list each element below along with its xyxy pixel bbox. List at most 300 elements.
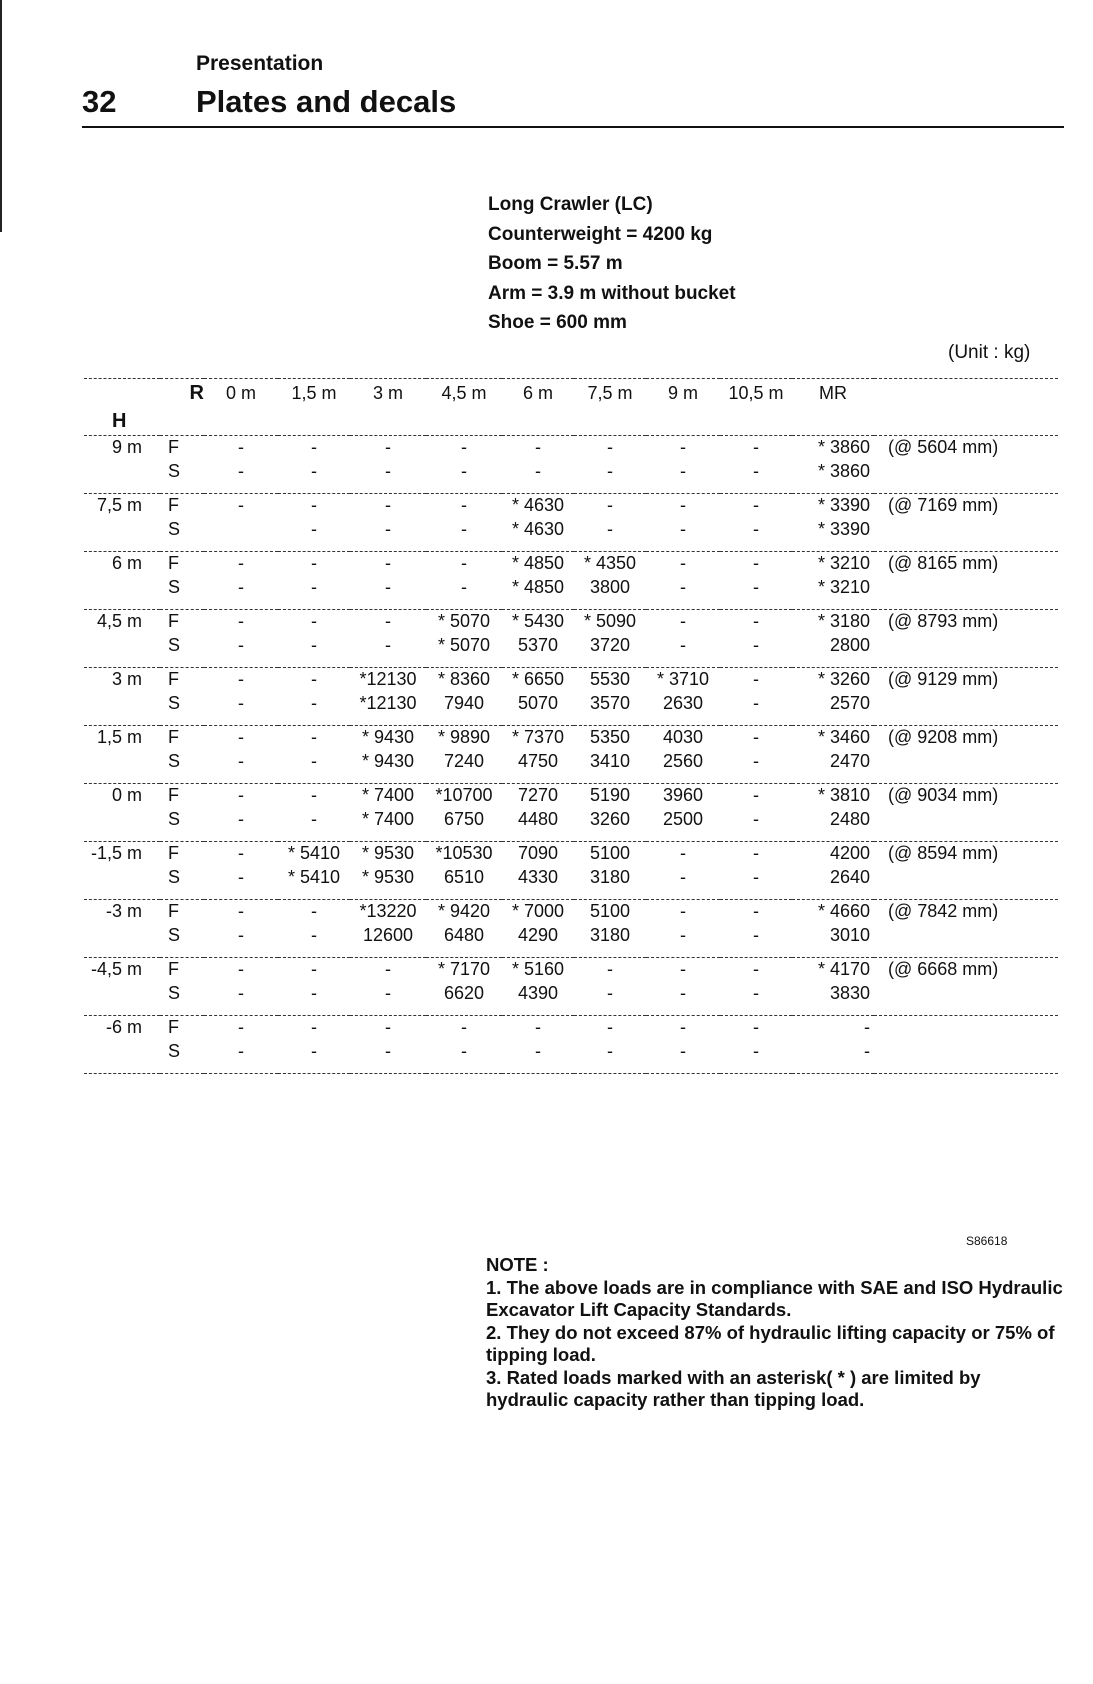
load-cell: - <box>753 634 759 655</box>
load-cell: - <box>350 436 426 460</box>
load-cell: - <box>311 750 317 771</box>
table-row <box>84 576 1058 600</box>
empty-cell <box>874 692 1058 716</box>
load-cell: - <box>720 900 792 924</box>
front-label: F <box>160 726 204 750</box>
load-cell: - <box>426 552 502 576</box>
load-cell: * 5430 <box>502 610 574 634</box>
load-cell: - <box>204 552 278 576</box>
table-row <box>84 958 1058 982</box>
height-spacer <box>84 808 160 832</box>
load-cell: - <box>204 842 278 866</box>
spec-line: Long Crawler (LC) <box>488 194 653 215</box>
row-gap <box>84 1063 1058 1074</box>
height-label: 6 m <box>84 552 160 576</box>
load-cell: 5370 <box>517 634 559 655</box>
margin-rule <box>0 0 2 232</box>
table-row <box>84 982 1058 1006</box>
load-cell: - <box>426 1016 502 1040</box>
load-cell: * 5160 <box>502 958 574 982</box>
load-cell: * 4850 <box>511 576 565 597</box>
load-cell: * 7000 <box>502 900 574 924</box>
load-cell: - <box>720 784 792 808</box>
load-cell: 3720 <box>589 634 631 655</box>
load-cell: - <box>680 924 686 945</box>
height-label: 3 m <box>84 668 160 692</box>
lift-capacity-table <box>84 378 1058 1076</box>
load-cell: - <box>204 726 278 750</box>
load-cell: *12130 <box>359 692 417 713</box>
load-cell: * 3460 <box>792 726 874 750</box>
load-cell: - <box>238 634 244 655</box>
load-cell: - <box>311 1040 317 1061</box>
load-cell: - <box>720 494 792 518</box>
load-cell: - <box>311 518 317 539</box>
table-row <box>84 610 1058 634</box>
load-cell: - <box>461 576 467 597</box>
load-cell: - <box>574 436 646 460</box>
empty-cell <box>874 982 1058 1006</box>
note-item: 1. The above loads are in compliance with SAE and ISO Hydraulic Excavator Lift Capacity Standards. <box>486 1276 1063 1320</box>
load-cell: 3010 <box>829 924 870 945</box>
load-cell: - <box>574 1016 646 1040</box>
load-cell: - <box>646 610 720 634</box>
load-cell: - <box>350 958 426 982</box>
load-cell: 3260 <box>589 808 631 829</box>
empty-cell <box>874 460 1058 484</box>
load-cell: * 3710 <box>646 668 720 692</box>
load-cell: - <box>311 924 317 945</box>
max-reach-radius: (@ 5604 mm) <box>874 436 1058 460</box>
load-cell: * 5070 <box>426 610 502 634</box>
load-cell: - <box>278 552 350 576</box>
load-cell: - <box>680 576 686 597</box>
height-spacer <box>84 692 160 716</box>
load-cell: * 6650 <box>502 668 574 692</box>
side-label: S <box>168 750 181 771</box>
table-row <box>84 494 1058 518</box>
row-gap <box>84 599 1058 610</box>
load-cell: - <box>385 460 391 481</box>
load-cell: - <box>278 726 350 750</box>
load-cell: - <box>204 958 278 982</box>
height-label: 1,5 m <box>84 726 160 750</box>
side-label: S <box>168 576 181 597</box>
load-cell: - <box>385 518 391 539</box>
load-cell: 5350 <box>574 726 646 750</box>
height-spacer <box>84 460 160 484</box>
front-label: F <box>160 1016 204 1040</box>
load-cell: - <box>753 518 759 539</box>
load-cell: - <box>204 900 278 924</box>
load-cell: 3180 <box>589 924 631 945</box>
note-title: NOTE : <box>486 1254 549 1275</box>
height-spacer <box>84 518 160 542</box>
load-cell: - <box>864 1040 870 1061</box>
front-label: F <box>160 784 204 808</box>
row-gap <box>84 541 1058 552</box>
side-label: S <box>168 518 181 539</box>
row-gap <box>84 483 1058 494</box>
load-cell: - <box>426 436 502 460</box>
spec-line: Arm = 3.9 m without bucket <box>488 282 736 304</box>
load-cell: 3180 <box>589 866 631 887</box>
load-cell: *10700 <box>426 784 502 808</box>
load-cell: * 9430 <box>361 750 415 771</box>
side-label: S <box>168 982 181 1003</box>
table-row <box>84 726 1058 750</box>
max-reach-radius: (@ 9034 mm) <box>874 784 1058 808</box>
document-code: S86618 <box>966 1234 1008 1248</box>
load-cell: * 4630 <box>511 518 565 539</box>
load-cell: * 3210 <box>817 576 870 597</box>
load-cell: - <box>350 494 426 518</box>
col-header: 10,5 m <box>720 379 792 408</box>
load-cell: - <box>278 668 350 692</box>
load-cell: * 3390 <box>792 494 874 518</box>
load-cell: * 3210 <box>792 552 874 576</box>
load-cell: - <box>720 668 792 692</box>
load-cell: 4290 <box>517 924 559 945</box>
table-row <box>84 924 1058 948</box>
empty-cell <box>874 1040 1058 1064</box>
load-cell: - <box>461 460 467 481</box>
table-row <box>84 436 1058 460</box>
front-label: F <box>160 900 204 924</box>
height-label: -3 m <box>84 900 160 924</box>
load-cell: * 9530 <box>361 866 415 887</box>
unit-label: (Unit : kg) <box>948 342 1031 363</box>
load-cell: - <box>607 982 613 1003</box>
table-row <box>84 808 1058 832</box>
col-header: MR <box>792 379 874 408</box>
load-cell: - <box>350 610 426 634</box>
max-reach-radius: (@ 8165 mm) <box>874 552 1058 576</box>
table-row <box>84 460 1058 484</box>
load-cell: - <box>204 610 278 634</box>
spec-line: Counterweight = 4200 kg <box>488 223 713 245</box>
load-cell: - <box>753 750 759 771</box>
load-cell: 7270 <box>502 784 574 808</box>
load-cell: 4030 <box>646 726 720 750</box>
row-gap <box>84 773 1058 784</box>
load-cell: - <box>278 1016 350 1040</box>
load-cell: - <box>385 576 391 597</box>
empty-cell <box>874 808 1058 832</box>
height-spacer <box>84 1040 160 1064</box>
empty-cell <box>874 924 1058 948</box>
load-cell: * 3390 <box>817 518 870 539</box>
load-cell: - <box>753 692 759 713</box>
load-cell: - <box>238 460 244 481</box>
load-cell: - <box>574 494 646 518</box>
load-cell: 4480 <box>517 808 559 829</box>
spec-line: Shoe = 600 mm <box>488 312 627 333</box>
load-cell: - <box>385 1040 391 1061</box>
load-cell: 7090 <box>502 842 574 866</box>
table-row <box>84 750 1058 774</box>
load-cell: - <box>311 634 317 655</box>
table-row <box>84 518 1058 542</box>
load-cell: - <box>574 958 646 982</box>
load-cell: - <box>426 494 502 518</box>
load-cell: - <box>753 576 759 597</box>
front-label: F <box>160 610 204 634</box>
load-cell: - <box>680 866 686 887</box>
height-spacer <box>84 982 160 1006</box>
table-row <box>84 634 1058 658</box>
table-row <box>84 900 1058 924</box>
empty-cell <box>874 634 1058 658</box>
load-cell: * 3260 <box>792 668 874 692</box>
front-label: F <box>160 668 204 692</box>
table-row <box>84 866 1058 890</box>
load-cell: * 9430 <box>350 726 426 750</box>
machine-specs <box>488 190 736 338</box>
load-cell: - <box>278 494 350 518</box>
page-number: 32 <box>82 84 117 119</box>
col-header: 1,5 m <box>278 379 350 408</box>
load-cell: - <box>278 958 350 982</box>
load-cell: - <box>311 692 317 713</box>
load-cell: * 8360 <box>426 668 502 692</box>
load-cell: 2800 <box>829 634 870 655</box>
empty-cell <box>874 866 1058 890</box>
load-cell: - <box>646 842 720 866</box>
note-item: 3. Rated loads marked with an asterisk( * ) are limited by hydraulic capacity rather than tipping load. <box>486 1366 981 1410</box>
load-cell: * 7370 <box>502 726 574 750</box>
load-cell: 3570 <box>589 692 631 713</box>
table-row <box>84 784 1058 808</box>
table-end-rule <box>84 1074 1058 1077</box>
load-cell: - <box>646 436 720 460</box>
spec-line: Boom = 5.57 m <box>488 253 623 274</box>
load-cell: * 7400 <box>361 808 415 829</box>
load-cell: - <box>753 460 759 481</box>
load-cell: * 9530 <box>350 842 426 866</box>
r-label: R <box>160 379 204 408</box>
height-label: 4,5 m <box>84 610 160 634</box>
max-reach-radius: (@ 7842 mm) <box>874 900 1058 924</box>
front-label: F <box>160 842 204 866</box>
load-cell: 4390 <box>517 982 559 1003</box>
load-cell: 2470 <box>829 750 870 771</box>
load-cell: - <box>720 436 792 460</box>
load-cell: * 5070 <box>437 634 491 655</box>
load-cell: *12130 <box>350 668 426 692</box>
load-cell: * 4350 <box>574 552 646 576</box>
load-cell: 2570 <box>829 692 870 713</box>
load-cell: * 3860 <box>817 460 870 481</box>
load-cell: - <box>311 808 317 829</box>
h-label: H <box>112 409 127 432</box>
load-cell: - <box>720 726 792 750</box>
max-reach-radius: (@ 8793 mm) <box>874 610 1058 634</box>
load-cell: - <box>502 436 574 460</box>
load-cell: - <box>535 460 541 481</box>
load-cell: * 7170 <box>426 958 502 982</box>
load-cell: - <box>238 576 244 597</box>
load-cell: 6620 <box>443 982 485 1003</box>
load-cell: - <box>646 1016 720 1040</box>
side-label: S <box>168 808 181 829</box>
load-cell: 7940 <box>443 692 485 713</box>
load-cell: - <box>461 518 467 539</box>
front-label: F <box>160 552 204 576</box>
height-label: 9 m <box>84 436 160 460</box>
load-cell: - <box>350 552 426 576</box>
col-header: 7,5 m <box>574 379 646 408</box>
height-label: 0 m <box>84 784 160 808</box>
max-reach-radius <box>874 1016 1058 1040</box>
load-cell: - <box>607 518 613 539</box>
load-cell: - <box>680 982 686 1003</box>
load-cell: - <box>535 1040 541 1061</box>
load-cell: - <box>278 900 350 924</box>
height-label: -4,5 m <box>84 958 160 982</box>
load-cell: * 7400 <box>350 784 426 808</box>
side-label: S <box>168 460 181 481</box>
load-cell: 6480 <box>443 924 485 945</box>
load-cell: - <box>311 982 317 1003</box>
height-label: 7,5 m <box>84 494 160 518</box>
height-spacer <box>84 750 160 774</box>
header-row-radius <box>84 379 1058 408</box>
max-reach-radius: (@ 6668 mm) <box>874 958 1058 982</box>
height-spacer <box>84 576 160 600</box>
load-cell: 2640 <box>829 866 870 887</box>
table-row <box>84 692 1058 716</box>
load-cell: - <box>720 958 792 982</box>
load-cell: - <box>680 518 686 539</box>
front-label: F <box>160 436 204 460</box>
load-cell: *13220 <box>350 900 426 924</box>
front-label: F <box>160 494 204 518</box>
col-header: 0 m <box>204 379 278 408</box>
side-label: S <box>168 866 181 887</box>
load-cell: 12600 <box>362 924 414 945</box>
load-cell: - <box>461 1040 467 1061</box>
height-spacer <box>84 634 160 658</box>
load-cell: - <box>680 1040 686 1061</box>
load-cell: - <box>646 494 720 518</box>
note-block <box>486 1254 1066 1412</box>
load-cell: - <box>720 610 792 634</box>
row-gap <box>84 947 1058 958</box>
empty-cell <box>874 576 1058 600</box>
load-cell <box>204 518 278 542</box>
col-header: 4,5 m <box>426 379 502 408</box>
load-cell: - <box>753 808 759 829</box>
load-cell: 2630 <box>662 692 704 713</box>
side-label: S <box>168 924 181 945</box>
load-cell: 2480 <box>829 808 870 829</box>
load-cell: 3410 <box>589 750 631 771</box>
load-cell: * 4630 <box>502 494 574 518</box>
load-cell: - <box>720 842 792 866</box>
table-row <box>84 842 1058 866</box>
height-label: -6 m <box>84 1016 160 1040</box>
table-row <box>84 1040 1058 1064</box>
load-cell: - <box>278 784 350 808</box>
load-cell: - <box>753 1040 759 1061</box>
load-cell: - <box>311 576 317 597</box>
load-cell: 5530 <box>574 668 646 692</box>
load-cell: 5190 <box>574 784 646 808</box>
load-cell: 5100 <box>574 900 646 924</box>
load-cell: 2500 <box>662 808 704 829</box>
load-cell: 3960 <box>646 784 720 808</box>
load-cell: - <box>646 552 720 576</box>
load-cell: * 9420 <box>426 900 502 924</box>
load-cell: 4200 <box>792 842 874 866</box>
max-reach-radius: (@ 8594 mm) <box>874 842 1058 866</box>
load-cell: - <box>350 1016 426 1040</box>
load-cell: - <box>204 668 278 692</box>
load-cell: * 4170 <box>792 958 874 982</box>
load-cell: - <box>646 958 720 982</box>
load-cell: - <box>278 436 350 460</box>
table-row <box>84 552 1058 576</box>
table-row <box>84 668 1058 692</box>
row-gap <box>84 715 1058 726</box>
load-cell: - <box>204 1016 278 1040</box>
load-cell: 3830 <box>829 982 870 1003</box>
load-cell: - <box>720 552 792 576</box>
empty-cell <box>874 750 1058 774</box>
header-rule <box>82 126 1064 128</box>
load-cell: - <box>278 610 350 634</box>
load-cell: * 4850 <box>502 552 574 576</box>
max-reach-radius: (@ 9208 mm) <box>874 726 1058 750</box>
load-cell: - <box>720 1016 792 1040</box>
load-cell: - <box>238 924 244 945</box>
load-cell: - <box>646 900 720 924</box>
header-row-height <box>84 407 1058 436</box>
load-cell: * 4660 <box>792 900 874 924</box>
height-spacer <box>84 866 160 890</box>
load-cell: 5070 <box>517 692 559 713</box>
load-cell: - <box>238 1040 244 1061</box>
load-cell: * 5090 <box>574 610 646 634</box>
load-cell: - <box>311 460 317 481</box>
col-header: 9 m <box>646 379 720 408</box>
load-cell: - <box>502 1016 574 1040</box>
front-label: F <box>160 958 204 982</box>
page-title: Plates and decals <box>196 84 457 119</box>
load-cell: * 5410 <box>278 842 350 866</box>
load-cell: 6750 <box>443 808 485 829</box>
load-cell: - <box>680 634 686 655</box>
load-cell: 2560 <box>662 750 704 771</box>
load-cell: - <box>204 436 278 460</box>
load-cell: - <box>238 982 244 1003</box>
load-cell: - <box>204 494 278 518</box>
load-cell: * 3180 <box>792 610 874 634</box>
table-row <box>84 1016 1058 1040</box>
load-cell: *10530 <box>426 842 502 866</box>
load-cell: - <box>792 1016 874 1040</box>
load-cell: - <box>680 460 686 481</box>
load-cell: - <box>753 924 759 945</box>
load-cell: - <box>238 866 244 887</box>
load-cell: - <box>385 982 391 1003</box>
row-gap <box>84 889 1058 900</box>
load-cell: * 9890 <box>426 726 502 750</box>
load-cell: - <box>238 750 244 771</box>
load-cell: * 5410 <box>287 866 341 887</box>
side-label: S <box>168 634 181 655</box>
